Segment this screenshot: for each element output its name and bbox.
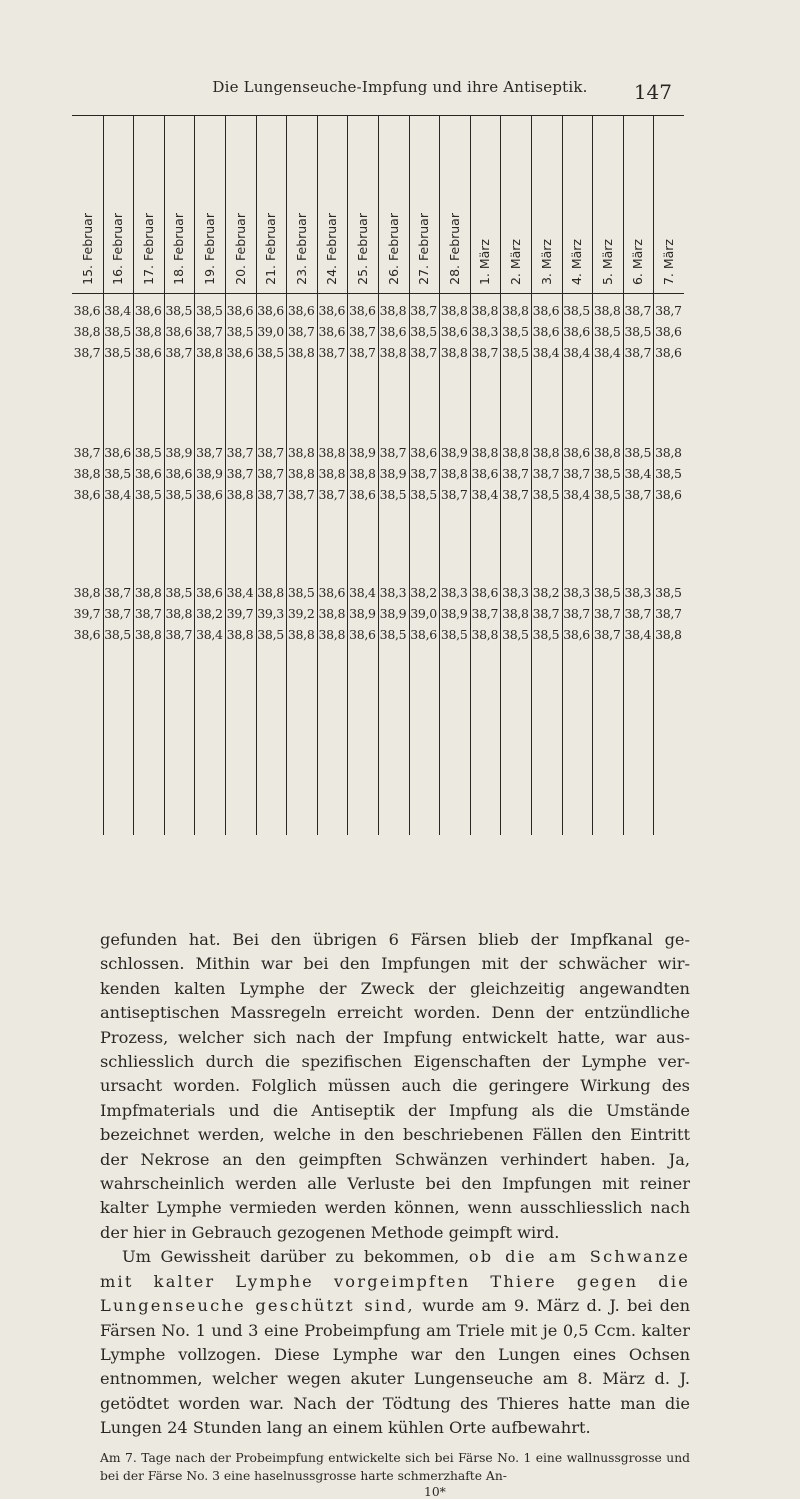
temperature-value: 38,2: [196, 606, 223, 621]
temperature-value: 38,5: [440, 627, 468, 642]
date-header: [408, 117, 440, 291]
temperature-value: 38,5: [196, 303, 223, 318]
date-header: [377, 117, 409, 291]
temperature-value: 38,8: [502, 303, 529, 318]
temperature-value: 38,6: [134, 466, 162, 481]
temperature-value: 38,7: [502, 466, 529, 481]
temperature-value: 38,6: [410, 445, 437, 460]
temperature-value: 38,6: [532, 324, 560, 339]
temperature-value: 38,7: [257, 445, 284, 460]
temperature-value: 38,5: [134, 445, 162, 460]
temperature-value: 38,7: [73, 445, 101, 460]
temperature-value: 38,8: [287, 345, 315, 360]
temperature-value: 38,7: [532, 606, 560, 621]
temperature-value: 38,5: [532, 627, 560, 642]
paragraph-2-lead: Um Gewissheit darüber zu bekommen,: [122, 1247, 460, 1267]
temperature-value: 38,7: [593, 606, 621, 621]
temperature-value: 38,5: [134, 487, 162, 502]
temperature-value: 38,7: [349, 345, 376, 360]
temperature-value: 38,6: [73, 303, 101, 318]
temperature-value: 38,5: [104, 627, 131, 642]
temperature-value: 39,7: [226, 606, 254, 621]
temperature-value: 38,6: [349, 627, 376, 642]
body-text: [100, 928, 690, 1441]
temperature-value: 38,5: [410, 324, 437, 339]
temperature-value: 38,6: [471, 585, 499, 600]
footnote: Am 7. Tage nach der Probeimpfung entwickelte sich bei Färse No. 1 eine wallnussgrosse und bei der Färse No. 3 eine haselnussgrosse harte schmerzhafte An-: [100, 1451, 690, 1483]
temperature-value: 38,4: [104, 303, 131, 318]
temperature-value: 38,7: [165, 345, 193, 360]
temperature-value: 38,6: [257, 303, 284, 318]
temperature-value: 38,5: [593, 585, 621, 600]
temperature-value: 38,6: [134, 303, 162, 318]
temperature-value: 38,4: [226, 585, 254, 600]
date-header: [285, 117, 317, 291]
temperature-value: 38,8: [318, 606, 346, 621]
temperature-value: 38,8: [471, 627, 499, 642]
temperature-value: 38,6: [563, 627, 590, 642]
temperature-value: 38,6: [134, 345, 162, 360]
temperature-value: 38,9: [440, 445, 468, 460]
temperature-value: 38,4: [563, 345, 590, 360]
date-header: [346, 117, 378, 291]
temperature-value: 38,5: [563, 303, 590, 318]
temperature-value: 39,7: [73, 606, 101, 621]
temperature-value: 38,8: [226, 627, 254, 642]
temperature-value: 38,6: [226, 345, 254, 360]
temperature-value: 38,7: [410, 466, 437, 481]
temperature-value: 38,8: [655, 445, 682, 460]
temperature-value: 38,6: [196, 487, 223, 502]
temperature-value: 38,2: [410, 585, 437, 600]
temperature-value: 38,5: [593, 324, 621, 339]
temperature-value: 38,6: [318, 585, 346, 600]
temperature-value: 38,7: [134, 606, 162, 621]
temperature-value: 38,6: [104, 445, 131, 460]
temperature-value: 38,8: [471, 303, 499, 318]
temperature-value: 38,7: [502, 487, 529, 502]
temperature-value: 38,8: [593, 303, 621, 318]
temperature-value: 38,8: [73, 324, 101, 339]
temperature-value: 38,7: [410, 303, 437, 318]
temperature-value: 38,8: [349, 466, 376, 481]
date-header: [591, 117, 623, 291]
temperature-value: 38,5: [104, 466, 131, 481]
temperature-value: 38,8: [502, 606, 529, 621]
date-header: [163, 117, 195, 291]
temperature-value: 38,9: [440, 606, 468, 621]
temperature-value: 39,0: [410, 606, 437, 621]
temperature-value: 38,8: [440, 303, 468, 318]
temperature-value: 38,6: [532, 303, 560, 318]
temperature-value: 38,7: [655, 606, 682, 621]
date-header: [132, 117, 164, 291]
temperature-value: 38,8: [440, 345, 468, 360]
temperature-value: 38,7: [226, 445, 254, 460]
temperature-value: 38,6: [73, 487, 101, 502]
temperature-value: 38,8: [287, 627, 315, 642]
sheet-signature: 10*: [424, 1485, 446, 1499]
temperature-value: 38,8: [287, 466, 315, 481]
temperature-value: 38,7: [196, 324, 223, 339]
date-label: 3. März: [538, 238, 554, 285]
temperature-value: 38,7: [410, 345, 437, 360]
temperature-value: 38,8: [593, 445, 621, 460]
temperature-value: 38,7: [349, 324, 376, 339]
temperature-value: 38,7: [471, 345, 499, 360]
temperature-value: 38,6: [379, 324, 407, 339]
date-label: 5. März: [599, 238, 615, 285]
date-label: 25. Februar: [354, 213, 370, 285]
temperature-value: 38,6: [287, 303, 315, 318]
temperature-value: 38,7: [624, 345, 652, 360]
date-label: 21. Februar: [263, 213, 279, 285]
temperature-value: 38,9: [379, 466, 407, 481]
temperature-value: 38,6: [349, 487, 376, 502]
temperature-value: 38,8: [502, 445, 529, 460]
temperature-value: 38,6: [563, 445, 590, 460]
date-header: [224, 117, 256, 291]
temperature-value: 38,3: [379, 585, 407, 600]
temperature-value: 38,3: [440, 585, 468, 600]
temperature-value: 38,5: [655, 466, 682, 481]
paragraph-2: [100, 1245, 690, 1440]
temperature-value: 38,8: [440, 466, 468, 481]
temperature-value: 38,5: [410, 487, 437, 502]
temperature-value: 38,7: [257, 466, 284, 481]
temperature-value: 38,5: [655, 585, 682, 600]
temperature-value: 38,7: [624, 303, 652, 318]
date-header: [652, 117, 684, 291]
temperature-value: 38,7: [318, 487, 346, 502]
temperature-value: 38,7: [655, 303, 682, 318]
temperature-value: 38,5: [165, 487, 193, 502]
temperature-value: 38,5: [287, 585, 315, 600]
date-label: 19. Februar: [201, 213, 217, 285]
temperature-value: 38,7: [563, 466, 590, 481]
temperature-value: 38,7: [196, 445, 223, 460]
date-header: [438, 117, 470, 291]
temperature-value: 38,7: [287, 324, 315, 339]
temperature-value: 38,4: [471, 487, 499, 502]
temperature-value: 38,6: [655, 345, 682, 360]
temperature-value: 38,9: [349, 606, 376, 621]
page-header: [0, 78, 800, 108]
temperature-value: 38,7: [104, 585, 131, 600]
temperature-value: 38,7: [226, 466, 254, 481]
temperature-value: 38,5: [502, 324, 529, 339]
temperature-value: 38,7: [563, 606, 590, 621]
date-header: [561, 117, 593, 291]
temperature-value: 38,7: [471, 606, 499, 621]
temperature-value: 38,8: [471, 445, 499, 460]
temperature-value: 38,8: [134, 627, 162, 642]
date-header: [316, 117, 348, 291]
temperature-value: 38,6: [440, 324, 468, 339]
date-label: 7. März: [660, 238, 676, 285]
temperature-value: 38,7: [624, 487, 652, 502]
temperature-value: 38,5: [593, 466, 621, 481]
temperature-value: 38,8: [318, 445, 346, 460]
temperature-value: 39,0: [257, 324, 284, 339]
date-header: [193, 117, 225, 291]
temperature-value: 38,5: [624, 445, 652, 460]
temperature-value: 38,7: [318, 345, 346, 360]
temperature-value: 38,3: [624, 585, 652, 600]
temperature-value: 38,6: [196, 585, 223, 600]
temperature-value: 38,6: [410, 627, 437, 642]
temperature-value: 38,7: [73, 345, 101, 360]
temperature-value: 38,8: [257, 585, 284, 600]
date-label: 20. Februar: [232, 213, 248, 285]
date-label: 2. März: [507, 238, 523, 285]
temperature-value: 38,8: [379, 303, 407, 318]
temperature-value: 38,8: [318, 627, 346, 642]
temperature-value: 38,5: [104, 345, 131, 360]
temperature-value: 38,3: [471, 324, 499, 339]
date-label: 23. Februar: [293, 213, 309, 285]
temperature-value: 38,8: [73, 585, 101, 600]
temperature-value: 38,8: [379, 345, 407, 360]
temperature-value: 39,3: [257, 606, 284, 621]
temperature-value: 38,8: [134, 324, 162, 339]
date-label: 27. Februar: [416, 213, 432, 285]
date-header: [71, 117, 103, 291]
temperature-value: 38,6: [165, 466, 193, 481]
temperature-value: 38,6: [471, 466, 499, 481]
date-header: [622, 117, 654, 291]
temperature-value: 38,4: [624, 627, 652, 642]
temperature-value: 38,7: [624, 606, 652, 621]
temperature-value: 38,5: [502, 345, 529, 360]
temperature-value: 38,7: [104, 606, 131, 621]
temperature-value: 38,5: [379, 487, 407, 502]
temperature-value: 38,6: [655, 324, 682, 339]
paragraph-2-rest: wurde am 9. März d. J. bei den Färsen No. 1 und 3 eine Probeimpfung am Triele mit je 0,5 Ccm. kalter Lymphe vollzogen. Diese Lymphe war den Lungen eines Ochsen entnommen, welcher wegen akuter Lungenseuche am 8. März d. J. getödtet worden war. Nach der Tödtung des Thieres hatte man die Lungen 24 Stunden lang an einem kühlen Orte aufbewahrt.: [100, 1296, 690, 1438]
date-label: 17. Februar: [140, 213, 156, 285]
temperature-value: 38,5: [165, 303, 193, 318]
date-label: 4. März: [569, 238, 585, 285]
date-label: 15. Februar: [79, 213, 95, 285]
date-header: [530, 117, 562, 291]
temperature-value: 38,4: [624, 466, 652, 481]
temperature-value: 38,5: [257, 345, 284, 360]
temperature-value: 38,4: [532, 345, 560, 360]
temperature-value: 38,4: [593, 345, 621, 360]
temperature-value: 38,7: [379, 445, 407, 460]
temperature-value: 38,8: [196, 345, 223, 360]
temperature-value: 38,8: [165, 606, 193, 621]
temperature-value: 38,6: [349, 303, 376, 318]
date-header: [102, 117, 134, 291]
temperature-value: 38,5: [165, 585, 193, 600]
temperature-value: 38,7: [593, 627, 621, 642]
temperature-value: 38,5: [379, 627, 407, 642]
date-label: 16. Februar: [110, 213, 126, 285]
temperature-value: 38,7: [287, 487, 315, 502]
temperature-value: 38,4: [196, 627, 223, 642]
date-header: [469, 117, 501, 291]
date-label: 18. Februar: [171, 213, 187, 285]
date-label: 24. Februar: [324, 213, 340, 285]
temperature-value: 38,5: [593, 487, 621, 502]
temperature-value: 38,6: [318, 303, 346, 318]
temperature-value: 38,5: [226, 324, 254, 339]
temperature-value: 38,2: [532, 585, 560, 600]
temperature-value: 38,6: [73, 627, 101, 642]
temperature-value: 38,5: [104, 324, 131, 339]
temperature-value: 38,4: [349, 585, 376, 600]
temperature-value: 38,5: [624, 324, 652, 339]
paragraph-1: gefunden hat. Bei den übrigen 6 Färsen blieb der Impfkanal geschlossen. Mithin war bei den Impfungen mit der schwächer wirkenden kalten Lymphe der Zweck der gleichzeitig angewandten antiseptischen Massregeln erreicht worden. Denn der entzündliche Prozess, welcher sich nach der Impfung entwickelt hatte, war ausschliesslich durch die spezifischen Eigenschaften der Lymphe verursacht worden. Folglich müssen auch die geringere Wirkung des Impfmaterials und die Antiseptik der Impfung als die Umstände bezeichnet werden, welche in den beschriebenen Fällen den Eintritt der Nekrose an den geimpften Schwänzen verhindert haben. Ja, wahrscheinlich werden alle Verluste bei den Impfungen mit reiner kalter Lymphe vermieden werden können, wenn ausschliesslich nach der hier in Gebrauch gezogenen Methode geimpft wird.: [100, 930, 690, 1242]
temperature-value: 38,8: [532, 445, 560, 460]
temperature-value: 38,8: [73, 466, 101, 481]
date-header: [499, 117, 531, 291]
temperature-value: 38,4: [563, 487, 590, 502]
temperature-value: 38,6: [655, 487, 682, 502]
temperature-value: 38,7: [532, 466, 560, 481]
temperature-value: 38,7: [257, 487, 284, 502]
paragraph-2-emphasis: ob die am Schwanze mit kalter Lymphe vorgeimpften Thiere gegen die Lungenseuche geschützt sind,: [100, 1247, 690, 1316]
temperature-value: 38,8: [134, 585, 162, 600]
temperature-value: 38,9: [349, 445, 376, 460]
temperature-value: 38,5: [532, 487, 560, 502]
temperature-value: 38,7: [165, 627, 193, 642]
date-label: 1. März: [477, 238, 493, 285]
temperature-value: 38,6: [318, 324, 346, 339]
temperature-value: 39,2: [287, 606, 315, 621]
temperature-value: 38,6: [563, 324, 590, 339]
temperature-value: 38,4: [104, 487, 131, 502]
temperature-value: 38,8: [226, 487, 254, 502]
date-label: 28. Februar: [446, 213, 462, 285]
date-header: [255, 117, 287, 291]
temperature-table: [72, 115, 684, 895]
date-label: 26. Februar: [385, 213, 401, 285]
temperature-value: 38,3: [563, 585, 590, 600]
temperature-value: 38,3: [502, 585, 529, 600]
temperature-value: 38,8: [655, 627, 682, 642]
temperature-value: 38,8: [287, 445, 315, 460]
temperature-value: 38,6: [226, 303, 254, 318]
temperature-value: 38,8: [318, 466, 346, 481]
temperature-value: 38,5: [257, 627, 284, 642]
temperature-value: 38,9: [379, 606, 407, 621]
temperature-value: 38,9: [165, 445, 193, 460]
running-head: Die Lungenseuche-Impfung und ihre Antiseptik.: [212, 78, 588, 96]
date-label: 6. März: [630, 238, 646, 285]
temperature-value: 38,6: [165, 324, 193, 339]
temperature-value: 38,7: [440, 487, 468, 502]
page-number: 147: [633, 80, 672, 104]
temperature-value: 38,5: [502, 627, 529, 642]
temperature-value: 38,9: [196, 466, 223, 481]
